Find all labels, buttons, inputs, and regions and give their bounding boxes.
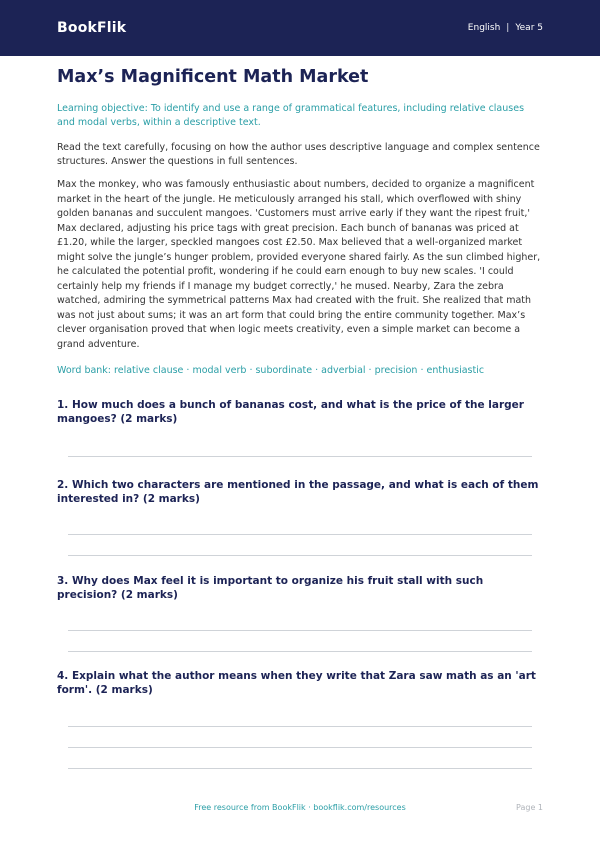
header-bar — [0, 0, 600, 56]
question-text: 2. Which two characters are mentioned in the passage, and what is each of them interested in? (2 marks) — [57, 479, 539, 505]
answer-area[interactable] — [68, 726, 532, 769]
answer-line — [68, 534, 532, 535]
subject-year-label — [468, 23, 543, 33]
worksheet-content — [57, 64, 543, 769]
footer-resource-link[interactable]: Free resource from BookFlik · bookflik.com/resources — [194, 803, 406, 812]
answer-line — [68, 768, 532, 769]
question-3 — [57, 574, 543, 652]
reading-passage: Max the monkey, who was famously enthusiastic about numbers, decided to organize a magnificent market in the heart of the jungle. He meticulously arranged his stall, which overflowed with shiny golden bananas and succulent mangoes. 'Customers must arrive early if they want the ripest fruit,' Max declared, adjusting his price tags with great precision. Each bunch of bananas was priced at £1.20, while the larger, speckled mangoes cost £2.50. Max believed that a well-organized market might solve the jungle’s hunger problem, provided everyone shared fairly. As the sun climbed higher, he calculated the potential profit, wondering if he could earn enough to buy new scales. 'I could certainly help my friends if I manage my budget correctly,' he mused. Nearby, Zara the zebra watched, admiring the symmetrical patterns Max had created with the fruit. She realized that math was not just about sums; it was an art form that could bring the entire community together. Max’s clever organisation proved that when logic meets creativity, even a simple market can become a grand adventure. — [57, 179, 541, 350]
answer-line — [68, 630, 532, 631]
question-2 — [57, 478, 543, 556]
answer-line — [68, 456, 532, 457]
question-4 — [57, 669, 543, 769]
question-1 — [57, 398, 543, 457]
page-footer — [0, 801, 600, 815]
answer-line — [68, 555, 532, 556]
learning-objective: Learning objective: To identify and use a range of grammatical features, including relative clauses and modal verbs, within a descriptive text. — [57, 103, 525, 128]
worksheet-title: Max’s Magnificent Math Market — [57, 67, 369, 87]
page-number: Page 1 — [516, 803, 543, 812]
answer-area[interactable] — [68, 456, 532, 457]
answer-area[interactable] — [68, 534, 532, 556]
answer-line — [68, 747, 532, 748]
answer-area[interactable] — [68, 630, 532, 652]
answer-line — [68, 651, 532, 652]
question-text: 3. Why does Max feel it is important to organize his fruit stall with such precision? (2 marks) — [57, 575, 484, 601]
answer-line — [68, 726, 532, 727]
question-text: 1. How much does a bunch of bananas cost, and what is the price of the larger mangoes? (2 marks) — [57, 399, 524, 425]
instructions-text: Read the text carefully, focusing on how the author uses descriptive language and complex sentence structures. Answer the questions in full sentences. — [57, 142, 540, 167]
question-text: 4. Explain what the author means when they write that Zara saw math as an 'art form'. (2 marks) — [57, 670, 536, 696]
word-bank: Word bank: relative clause · modal verb · subordinate · adverbial · precision · enthusiastic — [57, 365, 485, 376]
brand-logo-text[interactable]: BookFlik — [57, 20, 127, 36]
year-label: Year 5 — [515, 23, 543, 33]
subject-label: English — [467, 23, 501, 33]
meta-separator: | — [506, 23, 510, 33]
